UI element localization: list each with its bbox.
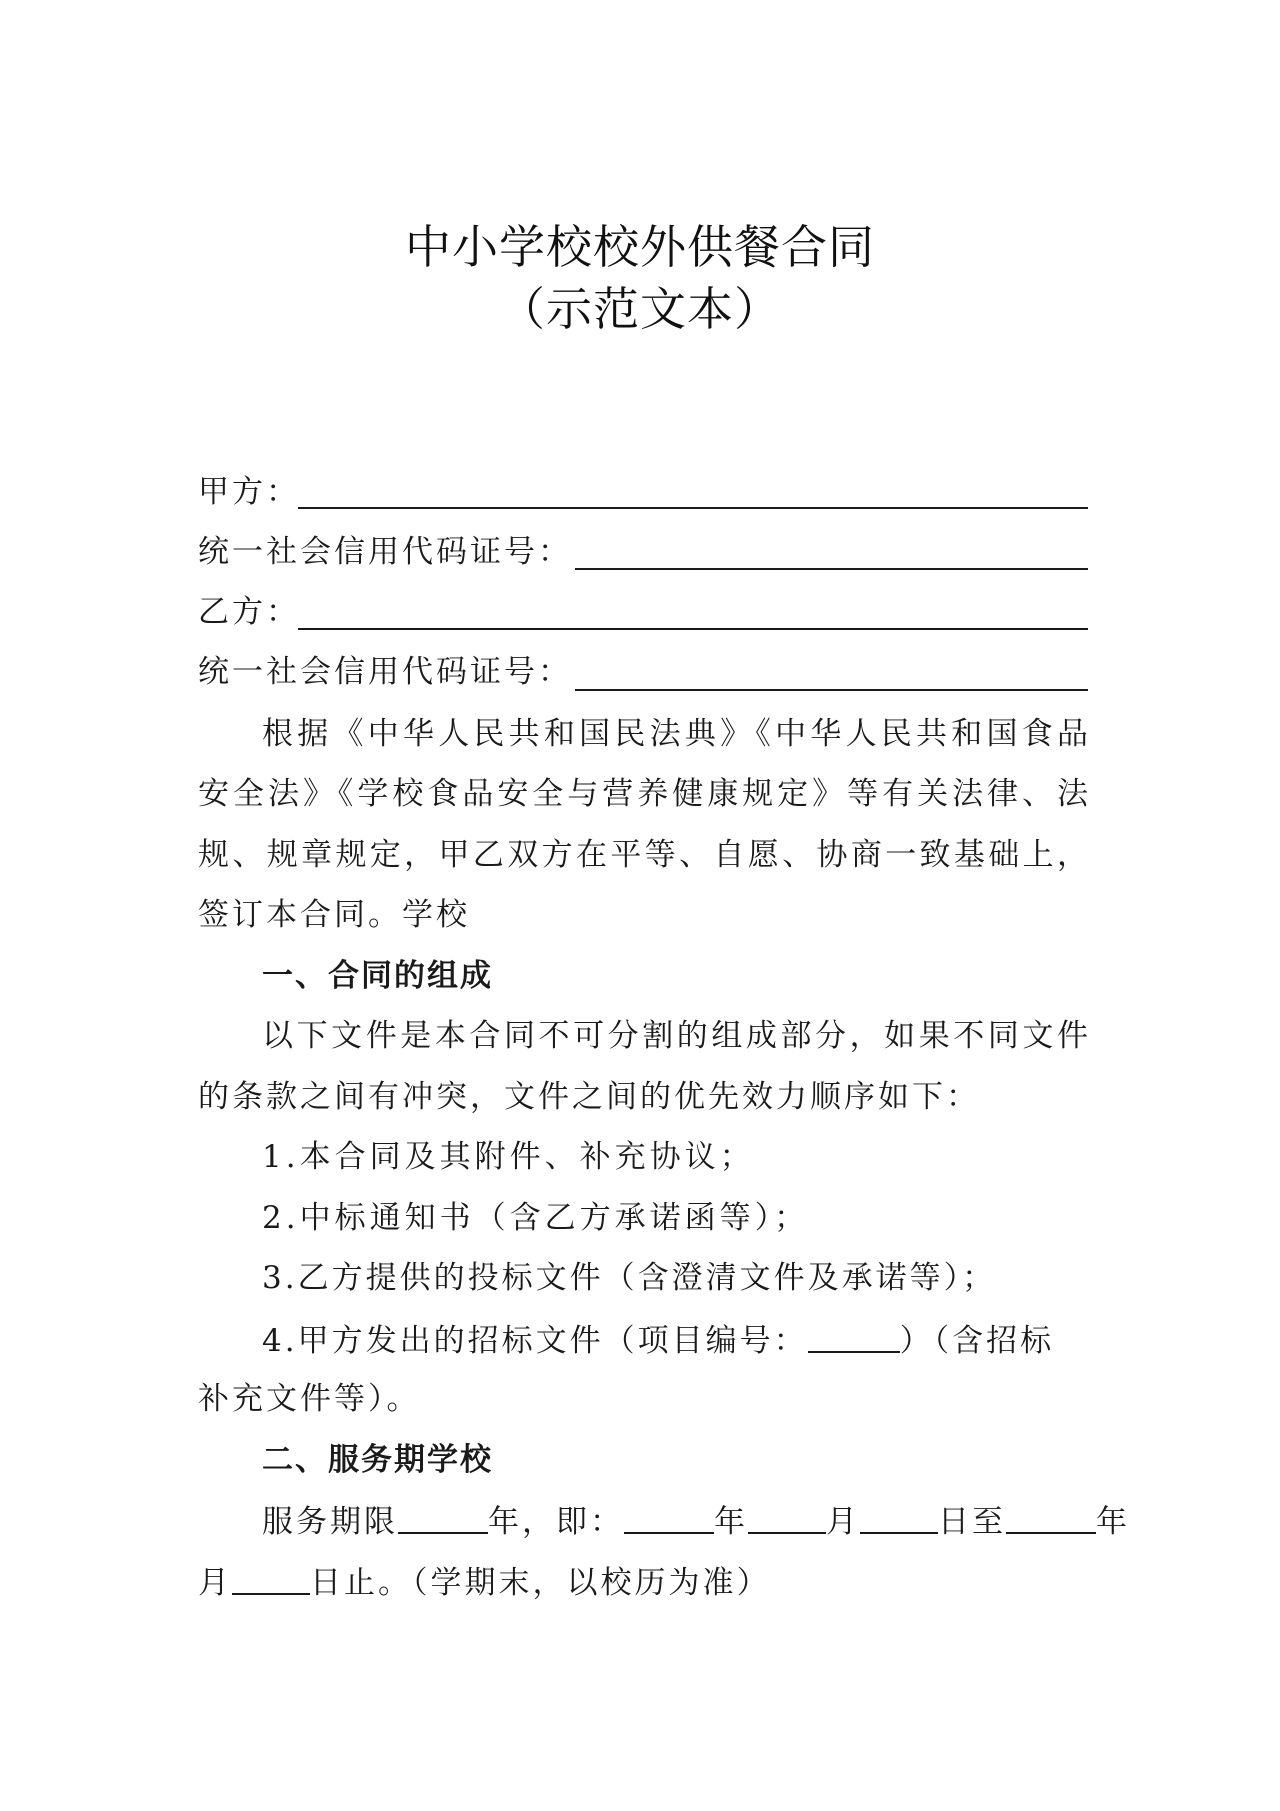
start-year-blank[interactable] — [624, 1492, 714, 1534]
start-month-blank[interactable] — [748, 1492, 826, 1534]
section-1-item-4-line-2: 补充文件等）。 — [198, 1381, 421, 1417]
preamble-line-1: 根据《中华人民共和国民法典》《中华人民共和国食品 — [262, 716, 1088, 752]
section-1-item-1: 1.本合同及其附件、补充协议； — [262, 1139, 755, 1175]
party-a-code-blank[interactable] — [575, 568, 1088, 570]
section-1-heading: 一、合同的组成 — [262, 958, 493, 994]
party-a-code-label: 统一社会信用代码证号： — [198, 534, 572, 570]
year-ie-text: 年，即： — [488, 1504, 624, 1540]
section-1-intro-line-1: 以下文件是本合同不可分割的组成部分，如果不同文件 — [262, 1018, 1088, 1054]
section-1-intro-line-2: 的条款之间有冲突，文件之间的优先效力顺序如下： — [198, 1079, 980, 1115]
item-4-text-1: 4.甲方发出的招标文件（项目编号： — [262, 1323, 808, 1359]
party-b-blank[interactable] — [298, 628, 1088, 630]
party-a-code-row — [198, 522, 1088, 582]
preamble-line-3: 规、规章规定，甲乙双方在平等、自愿、协商一致基础上， — [198, 837, 1088, 873]
end-day-blank[interactable] — [232, 1553, 310, 1595]
start-day-blank[interactable] — [860, 1492, 938, 1534]
item-4-text-2: ）（含招标 — [899, 1323, 1055, 1359]
party-b-code-label: 统一社会信用代码证号： — [198, 654, 572, 690]
day-to-text: 日至 — [938, 1504, 1006, 1540]
service-period-label: 服务期限 — [262, 1504, 398, 1540]
year-text-1: 年 — [714, 1504, 748, 1540]
section-1-item-3: 3.乙方提供的投标文件（含澄清文件及承诺等）； — [262, 1260, 997, 1296]
end-year-blank[interactable] — [1006, 1492, 1096, 1534]
party-a-blank[interactable] — [298, 507, 1088, 509]
party-b-row — [198, 582, 1088, 642]
party-a-label: 甲方： — [198, 474, 300, 510]
party-a-row — [198, 462, 1088, 522]
preamble-line-2: 安全法》《学校食品安全与营养健康规定》等有关法律、法 — [198, 776, 1088, 812]
service-period-line-1 — [262, 1490, 1130, 1550]
document-subtitle: （示范文本） — [499, 282, 781, 336]
section-2-heading: 二、服务期学校 — [262, 1442, 493, 1478]
party-b-code-row — [198, 642, 1088, 702]
document-title: 中小学校校外供餐合同 — [405, 220, 875, 274]
end-text: 日止。（学期末，以校历为准） — [310, 1565, 771, 1601]
section-1-item-2: 2.中标通知书（含乙方承诺函等）； — [262, 1200, 810, 1236]
month-text-2: 月 — [198, 1565, 232, 1601]
preamble-line-4: 签订本合同。学校 — [198, 897, 470, 933]
party-b-code-blank[interactable] — [575, 689, 1088, 691]
section-1-item-4 — [262, 1309, 1088, 1369]
project-number-blank[interactable] — [808, 1311, 900, 1353]
month-text-1: 月 — [826, 1504, 860, 1540]
service-period-line-2 — [198, 1551, 1088, 1611]
year-text-2: 年 — [1096, 1504, 1130, 1540]
party-b-label: 乙方： — [198, 594, 300, 630]
years-blank[interactable] — [398, 1492, 488, 1534]
